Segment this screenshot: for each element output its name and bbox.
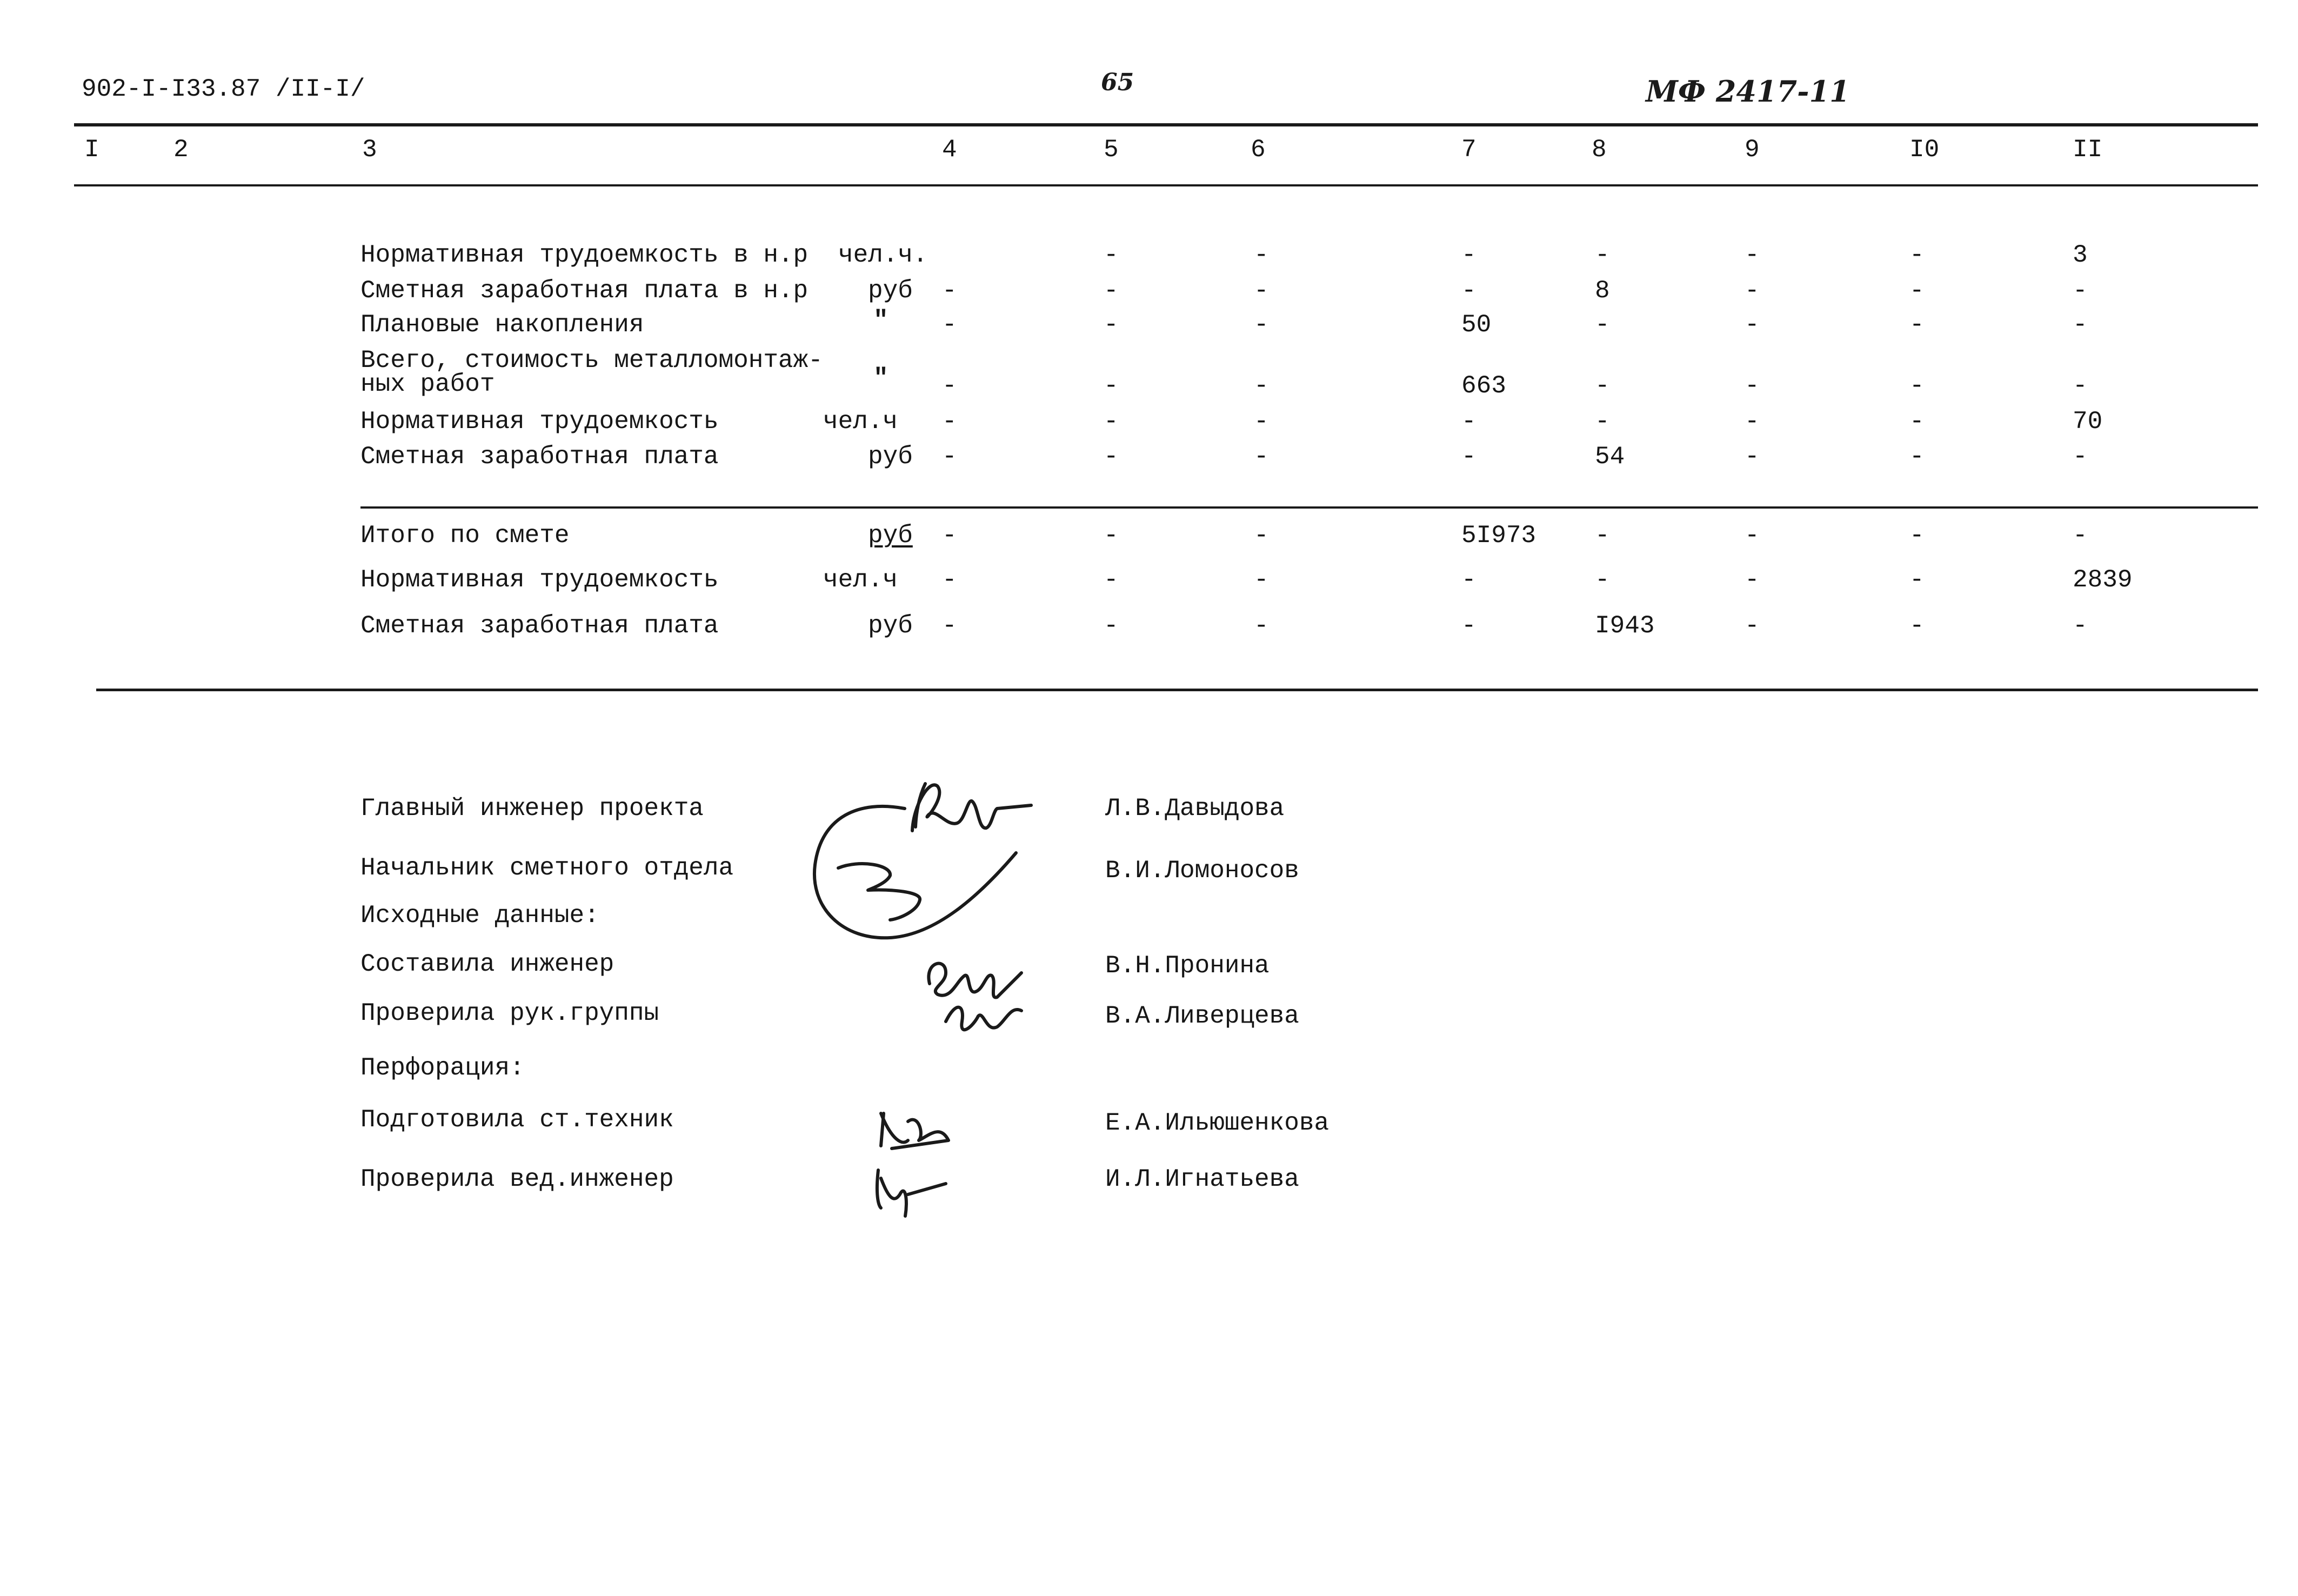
signoff-name-estimates-head: В.И.Ломоносов <box>1105 857 1299 885</box>
row-unit-ditto: " <box>873 306 889 335</box>
cell-col-9: - <box>1745 522 1760 550</box>
cell-col-8: - <box>1595 372 1610 400</box>
cell-col-8: 54 <box>1595 443 1625 471</box>
cell-col-4: - <box>942 443 957 471</box>
cell-col-11: - <box>2073 372 2088 400</box>
totals-row <box>0 567 2298 592</box>
cell-col-9: - <box>1745 241 1760 269</box>
cell-col-10: - <box>1909 241 1925 269</box>
cell-col-7: 5I973 <box>1461 522 1537 550</box>
signature-prepared-by <box>881 1113 948 1148</box>
cell-col-8: I943 <box>1595 612 1655 640</box>
cell-col-11: - <box>2073 311 2088 339</box>
signoff-role-checked-by-group-lead: Проверила рук.группы <box>360 999 659 1027</box>
signature-compiled-by <box>928 964 1021 998</box>
table-row <box>0 346 2298 400</box>
document-code: 902-I-I33.87 /II-I/ <box>82 75 365 103</box>
cell-col-9: - <box>1745 566 1760 594</box>
row-description: Сметная заработная плата в н.р <box>360 277 809 305</box>
signature-checked-by-group-lead <box>946 1007 1021 1030</box>
column-number: 3 <box>362 136 377 164</box>
cell-col-9: - <box>1745 408 1760 436</box>
cell-col-6: - <box>1254 372 1269 400</box>
totals-separator-rule <box>360 506 2258 509</box>
table-row <box>0 306 2298 339</box>
row-unit: руб <box>868 277 913 305</box>
cell-col-11: 70 <box>2073 408 2103 436</box>
column-number: 8 <box>1592 136 1607 164</box>
section-heading-perforation: Перфорация: <box>360 1054 525 1082</box>
cell-col-7: 663 <box>1461 372 1506 400</box>
column-number: 4 <box>942 136 957 164</box>
row-description: Сметная заработная плата <box>360 443 719 471</box>
signature-chief-engineer <box>912 784 1031 831</box>
cell-col-10: - <box>1909 443 1925 471</box>
cell-col-10: - <box>1909 522 1925 550</box>
cell-col-10: - <box>1909 277 1925 305</box>
cell-col-5: - <box>1104 311 1119 339</box>
row-description-line-2: ных работ <box>360 370 495 398</box>
column-number: 9 <box>1745 136 1760 164</box>
cell-col-10: - <box>1909 612 1925 640</box>
cell-col-11: - <box>2073 612 2088 640</box>
cell-col-4: - <box>942 566 957 594</box>
cell-col-11: 2839 <box>2073 566 2133 594</box>
row-unit-ditto: " <box>873 364 889 392</box>
column-number: I <box>84 136 99 164</box>
signatures-area <box>784 767 1065 1232</box>
signoff-name-prepared-by: Е.А.Ильюшенкова <box>1105 1109 1330 1137</box>
row-description: Нормативная трудоемкость <box>360 566 719 594</box>
cell-col-5: - <box>1104 372 1119 400</box>
cell-col-9: - <box>1745 612 1760 640</box>
cell-col-8: - <box>1595 522 1610 550</box>
signoff-name-checked-by-lead-engineer: И.Л.Игнатьева <box>1105 1165 1299 1193</box>
table-row <box>0 278 2298 303</box>
signature-checked-by-lead-engineer <box>877 1170 946 1216</box>
row-description-line-1: Всего, стоимость металломонтаж- <box>360 346 823 375</box>
cell-col-8: - <box>1595 408 1610 436</box>
table-row <box>0 444 2298 469</box>
cell-col-5: - <box>1104 277 1119 305</box>
row-description: Итого по смете <box>360 522 570 550</box>
cell-col-7: - <box>1461 241 1477 269</box>
cell-col-11: - <box>2073 277 2088 305</box>
table-top-rule <box>74 123 2258 126</box>
signoff-role-checked-by-lead-engineer: Проверила вед.инженер <box>360 1165 674 1193</box>
cell-col-4: - <box>942 311 957 339</box>
cell-col-4: - <box>942 408 957 436</box>
header-bottom-rule <box>74 184 2258 186</box>
row-unit: чел.ч. <box>838 241 928 269</box>
cell-col-7: - <box>1461 408 1477 436</box>
row-description: Сметная заработная плата <box>360 612 719 640</box>
signoff-role-chief-engineer: Главный инженер проекта <box>360 794 704 823</box>
cell-col-8: - <box>1595 241 1610 269</box>
cell-col-11: - <box>2073 522 2088 550</box>
cell-col-4: - <box>942 372 957 400</box>
signoff-role-estimates-head: Начальник сметного отдела <box>360 854 734 882</box>
archive-code: МФ 2417-11 <box>1646 74 1850 109</box>
column-number-row <box>0 137 2298 162</box>
cell-col-5: - <box>1104 566 1119 594</box>
column-number: 5 <box>1104 136 1119 164</box>
cell-col-11: - <box>2073 443 2088 471</box>
cell-col-7: 50 <box>1461 311 1492 339</box>
column-number: I0 <box>1909 136 1940 164</box>
row-description: Нормативная трудоемкость в н.р <box>360 241 809 269</box>
cell-col-10: - <box>1909 408 1925 436</box>
cell-col-5: - <box>1104 522 1119 550</box>
column-number: 2 <box>173 136 189 164</box>
cell-col-6: - <box>1254 443 1269 471</box>
cell-col-8: - <box>1595 311 1610 339</box>
cell-col-10: - <box>1909 566 1925 594</box>
row-description: Нормативная трудоемкость <box>360 408 719 436</box>
cell-col-7: - <box>1461 277 1477 305</box>
row-unit: чел.ч <box>823 566 898 594</box>
cell-col-8: - <box>1595 566 1610 594</box>
cell-col-4: - <box>942 612 957 640</box>
cell-col-6: - <box>1254 522 1269 550</box>
table-bottom-rule <box>96 689 2258 691</box>
cell-col-6: - <box>1254 566 1269 594</box>
row-description: Плановые накопления <box>360 311 644 339</box>
cell-col-6: - <box>1254 612 1269 640</box>
column-number: 6 <box>1251 136 1266 164</box>
cell-col-5: - <box>1104 443 1119 471</box>
cell-col-5: - <box>1104 241 1119 269</box>
cell-col-6: - <box>1254 311 1269 339</box>
cell-col-6: - <box>1254 277 1269 305</box>
cell-col-5: - <box>1104 408 1119 436</box>
cell-col-11: 3 <box>2073 241 2088 269</box>
cell-col-6: - <box>1254 241 1269 269</box>
cell-col-8: 8 <box>1595 277 1610 305</box>
signoff-name-chief-engineer: Л.В.Давыдова <box>1105 794 1285 823</box>
cell-col-10: - <box>1909 372 1925 400</box>
column-number: 7 <box>1461 136 1477 164</box>
cell-col-4: - <box>942 277 957 305</box>
row-unit: руб <box>868 522 913 550</box>
cell-col-4: - <box>942 522 957 550</box>
signoff-name-checked-by-group-lead: В.А.Ливерцева <box>1105 1002 1299 1030</box>
cell-col-9: - <box>1745 277 1760 305</box>
section-heading-source-data: Исходные данные: <box>360 901 599 930</box>
row-unit: руб <box>868 612 913 640</box>
column-number: II <box>2073 136 2103 164</box>
cell-col-9: - <box>1745 372 1760 400</box>
signoff-name-compiled-by: В.Н.Пронина <box>1105 952 1270 980</box>
signoff-role-compiled-by: Составила инженер <box>360 950 614 978</box>
page-number: 65 <box>1101 69 1134 96</box>
cell-col-7: - <box>1461 443 1477 471</box>
cell-col-9: - <box>1745 311 1760 339</box>
table-row <box>0 243 2298 268</box>
totals-row <box>0 613 2298 638</box>
cell-col-5: - <box>1104 612 1119 640</box>
signoff-role-prepared-by: Подготовила ст.техник <box>360 1106 674 1134</box>
table-row <box>0 409 2298 434</box>
cell-col-6: - <box>1254 408 1269 436</box>
row-unit: чел.ч <box>823 408 898 436</box>
cell-col-7: - <box>1461 566 1477 594</box>
totals-row <box>0 523 2298 548</box>
row-unit: руб <box>868 443 913 471</box>
cell-col-9: - <box>1745 443 1760 471</box>
cell-col-7: - <box>1461 612 1477 640</box>
cell-col-10: - <box>1909 311 1925 339</box>
